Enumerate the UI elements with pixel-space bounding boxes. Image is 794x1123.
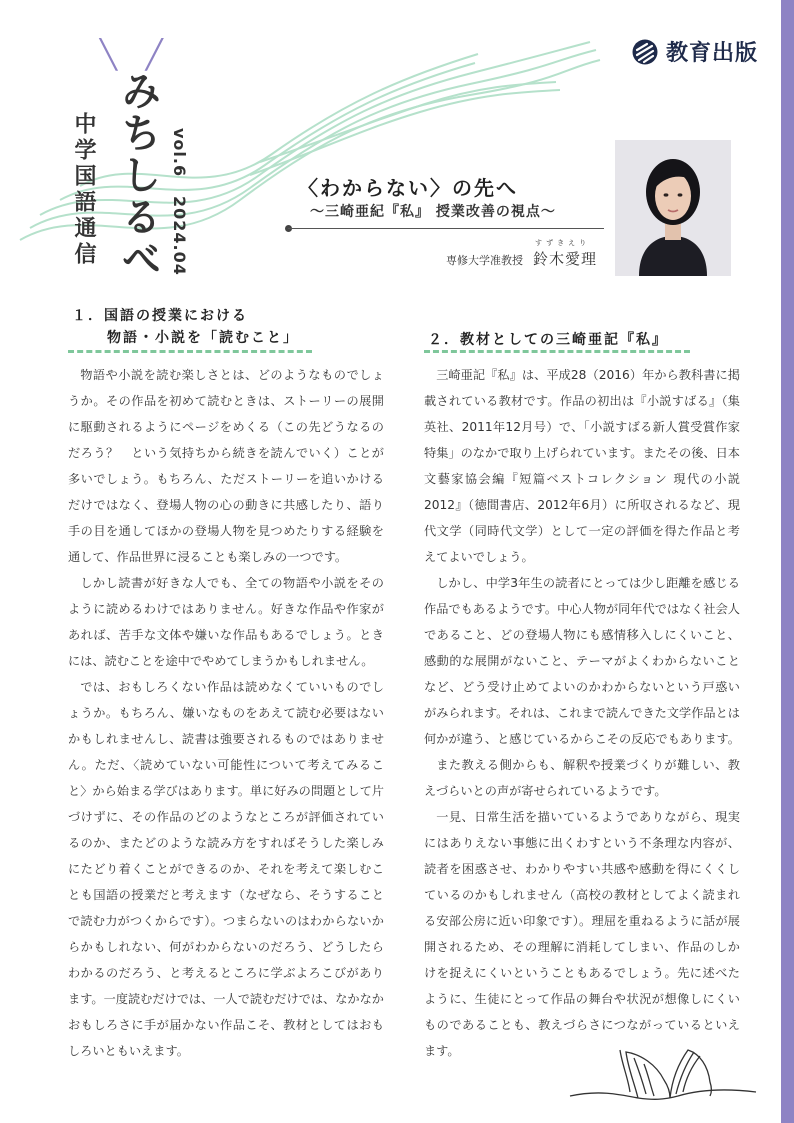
article-subheadline: 〜三崎亜紀『私』 授業改善の視点〜 — [310, 204, 556, 220]
paragraph: 三崎亜記『私』は、平成28（2016）年から教科書に掲載されている教材です。作品の初出は『小説すばる』（集英社、2011年12月号）で、「小説すばる新人賞受賞作家特集」のなかで取り上げられています。またその後、日本文藝家協会編『短篇ベストコレクション 現代の小説 2012』（徳間書店、2012年6月）に所収されるなど、現代文学（同時代文学）として一定の評価を得た作品と考えてよいでしょう。 — [424, 368, 740, 564]
author-title: 専修大学准教授 — [446, 254, 523, 267]
author-photo — [615, 140, 731, 276]
open-book-icon — [568, 1030, 758, 1105]
section-2-heading-line1: ２．教材としての三崎亜記『私』 — [428, 332, 668, 348]
section-2-body — [424, 362, 740, 1064]
publisher-logo-icon — [632, 39, 658, 65]
publisher-logo — [632, 36, 758, 67]
section-1-heading-line1: １．国語の授業における — [72, 308, 248, 324]
author-byline — [446, 239, 598, 269]
section-1-heading-line2: 物語・小説を「読むこと」 — [107, 330, 299, 346]
author-portrait-image — [615, 140, 731, 276]
masthead-volume-date — [170, 128, 189, 288]
paragraph: しかし、中学3年生の読者にとっては少し距離を感じる作品でもあるようです。中心人物が同年代ではなく社会人であること、どの登場人物にも感情移入しにくいこと、感動的な展開がないこと、テーマがよくわからないことなど、どう受け止めてよいのかわからないという戸惑いがみられます。それは、これまで読んできた文学作品とは何かが違う、と感じているからこその反応でもあります。 — [424, 576, 740, 746]
masthead-title: みちしるべ — [115, 70, 161, 280]
paragraph: では、おもしろくない作品は読めなくていいものでしょうか。もちろん、嫌いなものをあえて読む必要はないかもしれませんし、読書は強要されるものではありません。ただ、〈読めていない可能性について考えてみること〉から始まる学びはあります。単に好みの問題として片づけずに、その作品のどのようなところが評価されているのか、またどのような読み方をすればそうした楽しみにたどり着くことができるのか、それを考えて楽しむことも国語の授業だと考えます（なぜなら、そうすることで読む力がつくからです）。つまらないのはわからないからかもしれない、何がわからないのだろう、どうしたらわかるのだろう、と考えるところに学ぶよろこびがあります。一度読むだけでは、一人で読むだけでは、なかなかおもしろさに手が届かない作品こそ、教材としてはおもしろいともいえます。 — [68, 680, 384, 1058]
author-name — [533, 239, 598, 269]
headline-rule — [288, 228, 604, 229]
decorative-brackets: ╲ ╱ — [100, 38, 173, 71]
paragraph: 一見、日常生活を描いているようでありながら、現実にはありえない事態に出くわすという不条理な内容が、読者を困惑させ、わかりやすい共感や感動を得にくくしているのかもしれません（高校の教材としてよく読まれる安部公房に近い印象です）。理屈を重ねるように話が展開されるため、その理解に消耗してしまい、作品のしかけを捉えにくいということもあるでしょう。先に述べたように、生徒にとって作品の舞台や状況が想像しにくいものであることも、教えづらさにつながっているといえます。 — [424, 810, 740, 1058]
section-2-heading-underline — [424, 350, 690, 353]
article-headline: 〈わからない〉の先へ — [298, 176, 518, 200]
section-2-heading — [428, 329, 668, 351]
paragraph: また教える側からも、解釈や授業づくりが難しい、教えづらいとの声が寄せられているようです。 — [424, 758, 740, 798]
masthead-subtitle: 中学国語通信 — [71, 112, 96, 268]
author-ruby: すずきえり — [535, 239, 591, 247]
paragraph: 物語や小説を読む楽しさとは、どのようなものでしょうか。その作品を初めて読むときは、ストーリーの展開に駆動されるようにページをめくる（この先どうなるのだろう？ という気持ちから続きを読んでいく）ことが多いでしょう。もちろん、ただストーリーを追いかけるだけではなく、登場人物の心の動きに共感したり、語り手の目を通してほかの登場人物を見つめたりする経験を通して、作品世界に浸ることも楽しみの一つです。 — [68, 368, 384, 564]
section-1-heading-underline — [68, 350, 312, 353]
issue-date: 2024.04 — [170, 195, 189, 276]
publisher-name: 教育出版 — [666, 41, 759, 66]
section-1-heading — [72, 305, 299, 349]
section-1-body — [68, 362, 384, 1064]
volume-label: vol.6 — [170, 128, 189, 178]
author-name-text: 鈴木愛理 — [533, 250, 598, 268]
paragraph: しかし読書が好きな人でも、全ての物語や小説をそのように読めるわけではありません。好きな作品や作家があれば、苦手な文体や嫌いな作品もあるでしょう。ときには、読むことを途中でやめてしまうかもしれません。 — [68, 576, 384, 668]
